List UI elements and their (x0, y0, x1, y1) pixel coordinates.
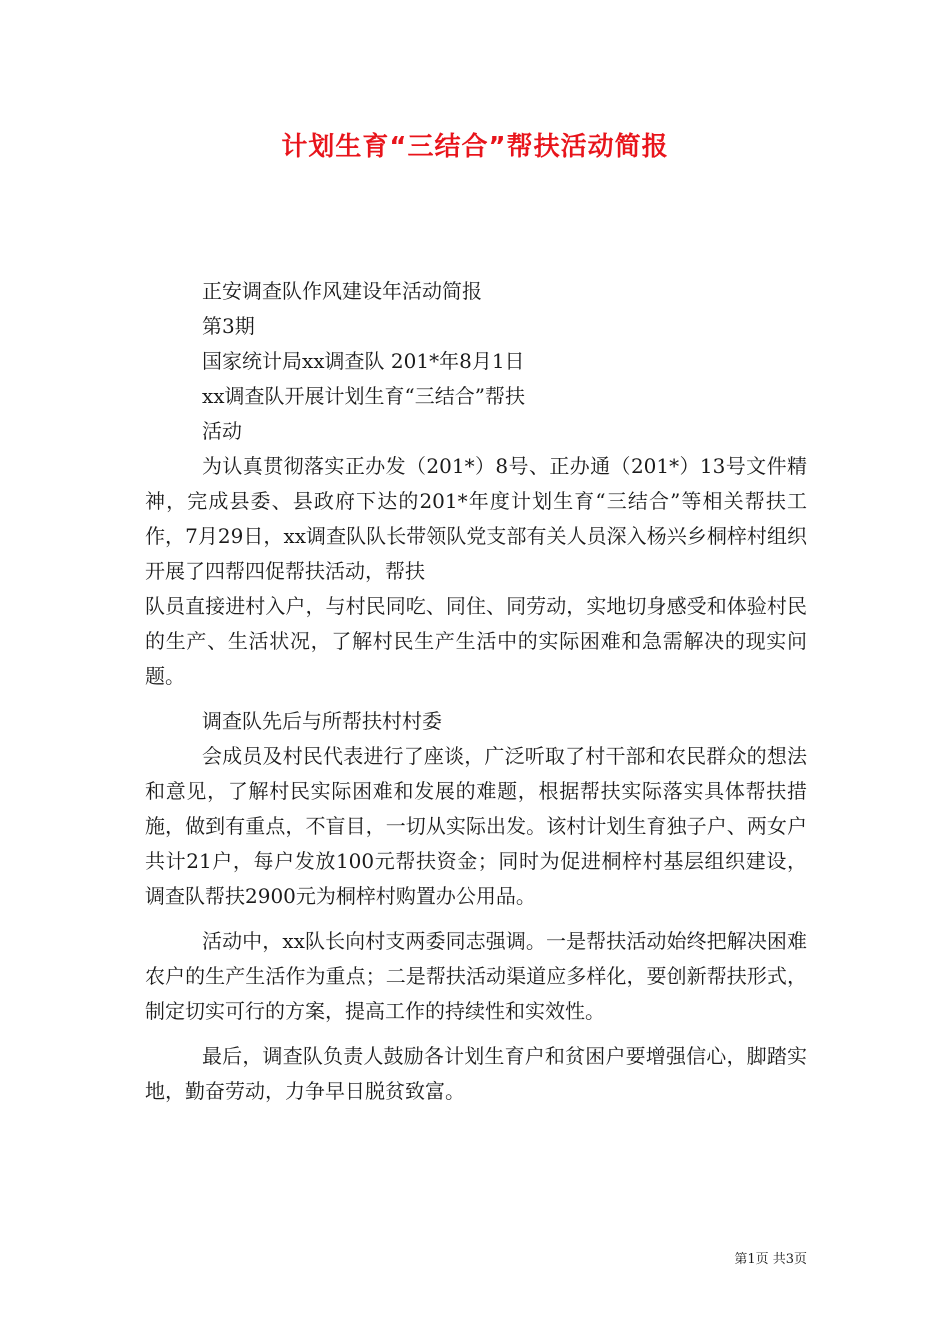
header-line-issuer-date: 国家统计局xx调查队 201*年8月1日 (202, 349, 525, 373)
header-line-issue: 第3期 (202, 314, 255, 338)
paragraph-6: 最后，调查队负责人鼓励各计划生育户和贫困户要增强信心，脚踏实地，勤奋劳动，力争早日脱贫致富。 (145, 1044, 807, 1103)
document-body (145, 274, 807, 1109)
paragraph-4: 会成员及村民代表进行了座谈，广泛听取了村干部和农民群众的想法和意见，了解村民实际困难和发展的难题，根据帮扶实际落实具体帮扶措施，做到有重点，不盲目，一切从实际出发。该村计划生育独子户、两女户共计21户，每户发放100元帮扶资金；同时为促进桐梓村基层组织建设，调查队帮扶2900元为桐梓村购置办公用品。 (145, 744, 807, 908)
header-line-bulletin-name: 正安调查队作风建设年活动简报 (202, 279, 482, 303)
document-title: 计划生育“三结合”帮扶活动简报 (281, 132, 669, 162)
paragraph-5: 活动中，xx队长向村支两委同志强调。一是帮扶活动始终把解决困难农户的生产生活作为重点；二是帮扶活动渠道应多样化，要创新帮扶形式，制定切实可行的方案，提高工作的持续性和实效性。 (145, 929, 807, 1023)
paragraph-3: 调查队先后与所帮扶村村委 (202, 709, 442, 733)
page-number: 第1页 共3页 (734, 1252, 807, 1267)
paragraph-1: 为认真贯彻落实正办发（201*）8号、正办通（201*）13号文件精神，完成县委、县政府下达的201*年度计划生育“三结合”等相关帮扶工作，7月29日，xx调查队队长带领队党支部有关人员深入杨兴乡桐梓村组织开展了四帮四促帮扶活动，帮扶 (145, 454, 807, 583)
header-line-headline: xx调查队开展计划生育“三结合”帮扶 (202, 384, 526, 408)
paragraph-2: 队员直接进村入户，与村民同吃、同住、同劳动，实地切身感受和体验村民的生产、生活状况，了解村民生产生活中的实际困难和急需解决的现实问题。 (145, 594, 807, 688)
header-line-headline-cont: 活动 (202, 419, 242, 443)
